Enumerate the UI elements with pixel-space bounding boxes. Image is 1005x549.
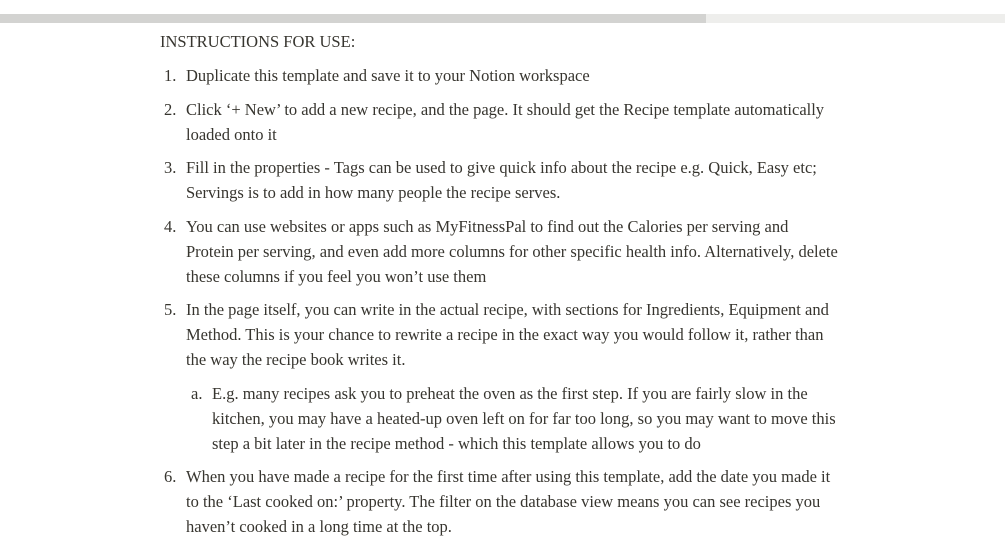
list-marker: 5. [164,300,177,319]
list-item-text: You can use websites or apps such as MyFitnessPal to find out the Calories per serving and Protein per serving, and even add more columns for other specific health info. Alternatively, delete these columns if you feel you won’t use them [186,216,838,286]
list-item [160,155,840,205]
list-marker: 4. [164,216,177,236]
sub-list [186,381,840,456]
list-item-text: Click ‘+ New’ to add a new recipe, and the page. It should get the Recipe template automatically loaded onto it [186,99,825,144]
list-item [160,214,840,289]
instructions-heading: INSTRUCTIONS FOR USE: [160,32,356,51]
sub-list-item [186,381,840,456]
scrollbar-thumb[interactable] [0,14,706,23]
page-content [160,30,840,548]
list-item [160,464,840,539]
list-item [160,97,840,147]
instructions-list [160,63,840,539]
list-marker: 1. [164,66,177,85]
list-marker: 6. [164,467,177,486]
sub-list-marker: a. [191,383,203,403]
sub-list-item-text: E.g. many recipes ask you to preheat the oven as the first step. If you are fairly slow in the kitchen, you may have a heated-up oven left on for far too long, so you may want to move this step a bit later in the recipe method - which this template allows you to do [212,383,836,453]
list-item-text: When you have made a recipe for the first time after using this template, add the date you made it to the ‘Last cooked on:’ property. The filter on the database view means you can see recipes you haven’t cooked in a long time at the top. [186,467,831,536]
horizontal-scrollbar[interactable] [0,14,1005,23]
list-item-text: Fill in the properties - Tags can be used to give quick info about the recipe e.g. Quick, Easy etc; Servings is to add in how many people the recipe serves. [186,158,817,202]
list-item [160,63,840,88]
list-item-text: Duplicate this template and save it to your Notion workspace [186,66,590,85]
list-marker: 2. [164,99,177,119]
list-item-text: In the page itself, you can write in the actual recipe, with sections for Ingredients, Equipment and Method. This is your chance to rewrite a recipe in the exact way you would follow it, rather than the way the recipe book writes it. [186,300,829,369]
list-marker: 3. [164,158,177,177]
list-item [160,297,840,456]
